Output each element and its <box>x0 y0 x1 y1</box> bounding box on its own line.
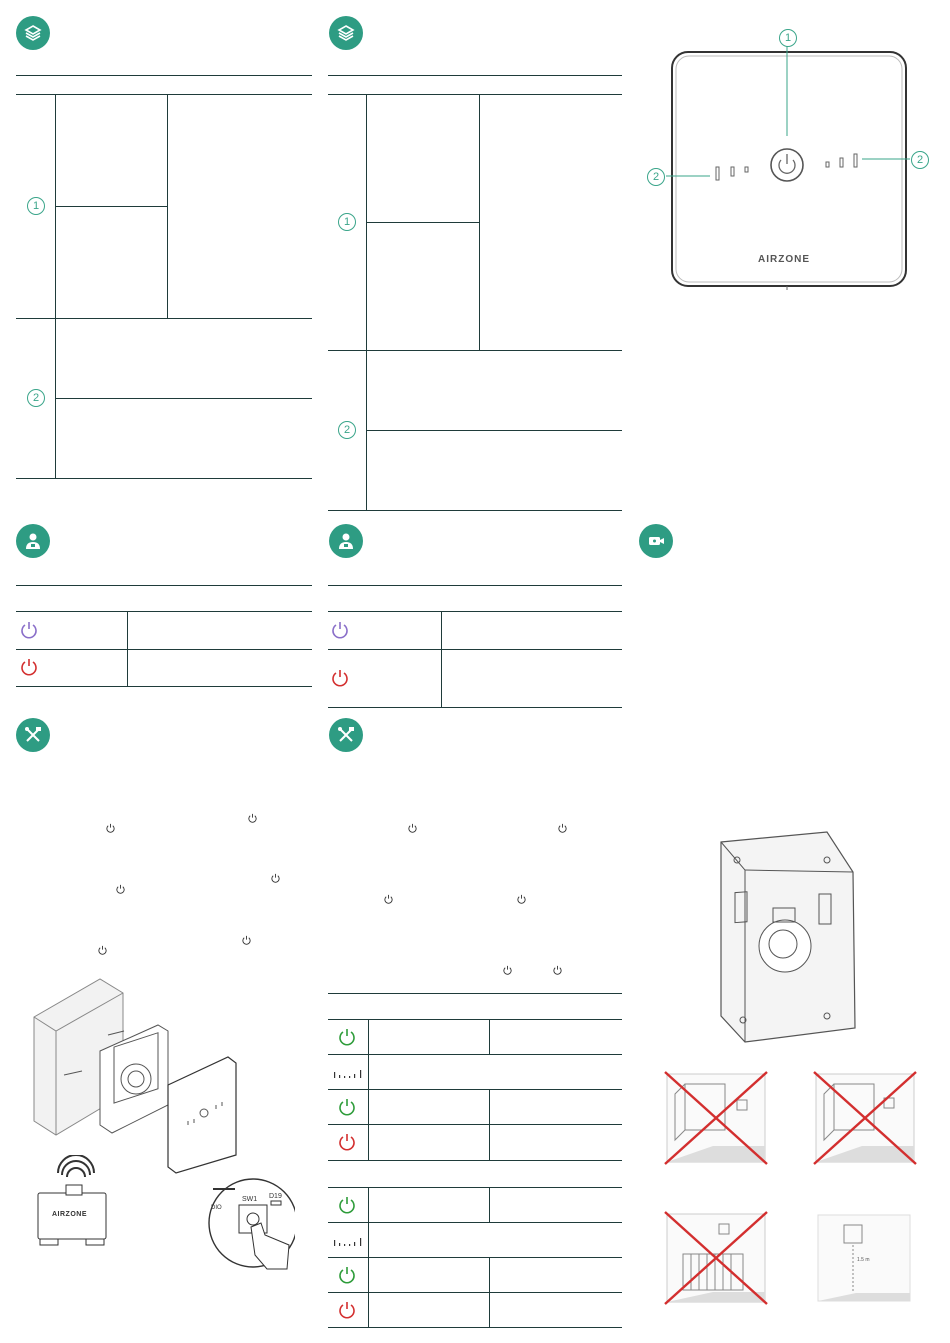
power-inline-icon <box>557 823 568 834</box>
power-red-icon <box>19 657 39 677</box>
table-col-rule <box>167 94 168 318</box>
signal-bars-icon <box>333 1232 363 1248</box>
power-red-icon <box>337 1300 357 1320</box>
table-col-rule <box>489 1089 490 1160</box>
placement-radiator <box>663 1210 769 1306</box>
section-rule <box>328 585 622 586</box>
tools-icon <box>16 718 50 752</box>
power-inline-icon <box>241 935 252 946</box>
table-bottom-rule <box>328 510 622 511</box>
power-red-icon <box>330 668 350 688</box>
table-bottom-rule <box>328 707 622 708</box>
table-col-rule <box>489 1187 490 1222</box>
power-green-icon <box>337 1027 357 1047</box>
table-row-rule <box>328 350 622 351</box>
airzone-logo: AIRZONE <box>758 254 810 265</box>
table-bottom-rule <box>16 478 312 479</box>
table-top-rule <box>328 611 622 612</box>
table-col-rule <box>489 1019 490 1054</box>
user-icon <box>329 524 363 558</box>
callout-number: 1 <box>27 197 45 215</box>
sw1-label: SW1 <box>242 1196 258 1203</box>
section-rule <box>16 585 312 586</box>
table-rule <box>328 1019 622 1020</box>
table-rule <box>328 1257 622 1258</box>
gateway-logo: AIRZONE <box>52 1211 87 1218</box>
callout-number: 2 <box>338 421 356 439</box>
power-purple-icon <box>330 620 350 640</box>
power-inline-icon <box>105 823 116 834</box>
table-rule <box>328 1160 622 1161</box>
table-row-rule <box>55 398 312 399</box>
table-top-rule <box>16 94 312 95</box>
table-rule <box>328 1327 622 1328</box>
table-col-rule <box>366 94 367 510</box>
power-inline-icon <box>247 813 258 824</box>
layers-icon <box>329 16 363 50</box>
table-row-rule <box>16 318 312 319</box>
table-row-rule <box>16 649 312 650</box>
power-inline-icon <box>407 823 418 834</box>
height-label: 1.5 m <box>857 1257 870 1263</box>
table-row-rule <box>55 206 167 207</box>
power-green-icon <box>337 1097 357 1117</box>
table-col-rule <box>489 1257 490 1327</box>
table-row-rule <box>328 649 622 650</box>
section-rule <box>16 75 312 76</box>
power-inline-icon <box>502 965 513 976</box>
table-rule <box>328 1124 622 1125</box>
table-top-rule <box>328 94 622 95</box>
power-purple-icon <box>19 620 39 640</box>
table-col-rule <box>368 1019 369 1160</box>
video-icon <box>639 524 673 558</box>
layers-icon <box>16 16 50 50</box>
wall-mount-illustration <box>28 975 248 1175</box>
thermostat-back-illustration <box>715 830 860 1045</box>
power-red-icon <box>337 1132 357 1152</box>
table-top-rule <box>16 611 312 612</box>
table-rule <box>328 1089 622 1090</box>
table-col-rule <box>479 94 480 350</box>
callout-number: 1 <box>779 29 797 47</box>
table-bottom-rule <box>16 686 312 687</box>
table-rule <box>328 1187 622 1188</box>
gateway-module-illustration <box>30 1155 120 1250</box>
table-rule <box>328 1292 622 1293</box>
callout-number: 2 <box>911 151 929 169</box>
power-inline-icon <box>383 894 394 905</box>
table-col-rule <box>127 611 128 686</box>
power-inline-icon <box>270 873 281 884</box>
section-rule <box>328 75 622 76</box>
table-rule <box>328 993 622 994</box>
power-inline-icon <box>552 965 563 976</box>
placement-window-1 <box>663 1070 769 1166</box>
power-green-icon <box>337 1265 357 1285</box>
placement-correct <box>816 1213 912 1303</box>
power-inline-icon <box>97 945 108 956</box>
d19-label: D19 <box>269 1193 282 1200</box>
power-green-icon <box>337 1195 357 1215</box>
thermostat-front-illustration <box>640 24 940 294</box>
power-inline-icon <box>516 894 527 905</box>
callout-number: 1 <box>338 213 356 231</box>
signal-bars-icon <box>333 1064 363 1080</box>
placement-window-2 <box>812 1070 918 1166</box>
table-row-rule <box>366 222 479 223</box>
radio-label: DIO <box>211 1205 222 1211</box>
table-row-rule <box>366 430 622 431</box>
callout-number: 2 <box>27 389 45 407</box>
power-inline-icon <box>115 884 126 895</box>
table-col-rule <box>441 611 442 707</box>
table-col-rule <box>55 94 56 478</box>
user-icon <box>16 524 50 558</box>
tools-icon <box>329 718 363 752</box>
callout-number: 2 <box>647 168 665 186</box>
table-rule <box>328 1222 622 1223</box>
sw1-zoom-illustration <box>205 1175 295 1270</box>
table-col-rule <box>368 1187 369 1327</box>
table-rule <box>328 1054 622 1055</box>
